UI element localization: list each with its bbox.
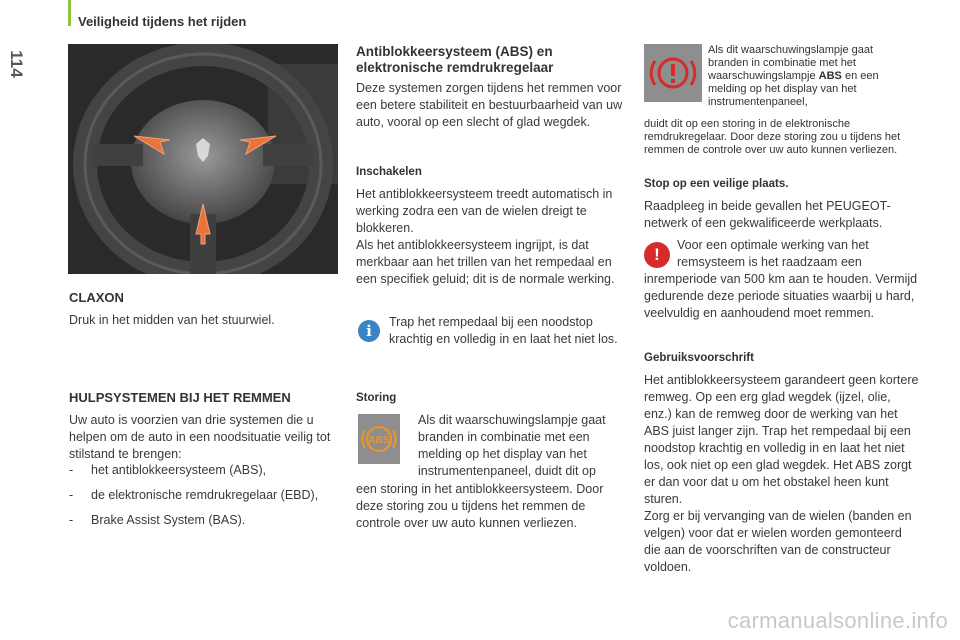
section-title: Veiligheid tijdens het rijden — [78, 14, 247, 29]
stop-safe-heading: Stop op een veilige plaats. — [644, 178, 789, 190]
list-item: - de elektronische remdrukregelaar (EBD), — [69, 488, 319, 502]
info-icon: i — [358, 320, 380, 342]
inschakelen-text-1: Het antiblokkeersysteem treedt automatisch in werking zodra een van de wielen dreigt te blokkeren. — [356, 187, 613, 235]
brake-assist-intro: Uw auto is voorzien van drie systemen die u helpen om de auto in een noodsituatie veilig tot stilstand te brengen: — [69, 413, 331, 461]
claxon-heading: CLAXON — [69, 290, 124, 305]
brake-assist-heading: HULPSYSTEMEN BIJ HET REMMEN — [69, 390, 291, 405]
storing-heading: Storing — [356, 392, 397, 404]
section-accent-bar — [68, 0, 71, 26]
storing-text-b: een storing in het antiblokkeersysteem. Door deze storing zou u tijdens het remmen de controle over uw auto kunnen verliezen. — [356, 482, 604, 530]
abs-lamp-label: ABS — [368, 435, 390, 446]
running-in-note-b: inremperiode van 500 km aan te houden. Vermijd gedurende deze periode situaties waarbij u hard, veelvuldig en aanhoudend moet remmen. — [644, 272, 918, 320]
usage-text: Het antiblokkeersysteem garandeert geen kortere remweg. Op een erg glad wegdek (ijzel, olie, enz.) kan de remweg door de werking van het ABS juist langer zijn. Trap het rempedaal bij een noodstop krachtig en volledig in en laat het niet los, ook niet op een glad wegdek. Het ABS zorgt er dan voor dat u om het obstakel heen kunt sturen. — [644, 373, 919, 506]
abs-warning-icon — [359, 419, 399, 459]
watermark: carmanualsonline.info — [727, 608, 948, 633]
running-in-note-a: Voor een optimale werking van het remsysteem is het raadzaam een — [677, 238, 869, 269]
brake-warning-text-a: Als dit waarschuwingslampje gaat branden in combinatie met het waarschuwingslampje ABS en een melding op het display van het instrumentenpaneel, — [708, 44, 879, 108]
inschakelen-heading: Inschakelen — [356, 166, 422, 178]
list-item: - het antiblokkeersysteem (ABS), — [69, 463, 267, 477]
brake-warning-text-c: duidt dit op een storing in de elektronische remdrukregelaar. Door deze storing zou u tijdens het remmen de controle over uw auto kunnen verliezen. — [644, 118, 901, 156]
list-dash: - — [69, 513, 74, 527]
list-dash: - — [69, 488, 74, 502]
brake-systems-list — [69, 462, 344, 529]
info-note: Trap het rempedaal bij een noodstop krachtig en volledig in en laat het niet los. — [389, 315, 618, 346]
abs-section-title: Antiblokkeersysteem (ABS) en elektronische remdrukregelaar — [356, 44, 554, 75]
abs-warning-lamp — [358, 414, 400, 464]
warning-icon: ! — [644, 242, 670, 268]
brake-warning-icon — [647, 47, 699, 99]
tires-text: Zorg er bij vervanging van de wielen (banden en velgen) voor dat er wielen worden gemonteerd die aan de voorschriften van de constructeur voldoen. — [644, 509, 912, 574]
page-number: 114 — [7, 50, 26, 78]
abs-intro: Deze systemen zorgen tijdens het remmen voor een betere stabiliteit en bestuurbaarheid van uw auto, vooral op een slecht of glad wegdek. — [356, 81, 623, 129]
claxon-text: Druk in het midden van het stuurwiel. — [69, 313, 275, 327]
brake-warning-lamp — [644, 44, 702, 102]
steering-wheel-photo — [68, 44, 338, 274]
list-item: - Brake Assist System (BAS). — [69, 513, 246, 527]
usage-heading: Gebruiksvoorschrift — [644, 352, 754, 364]
list-dash: - — [69, 463, 74, 477]
inschakelen-text-2: Als het antiblokkeersysteem ingrijpt, is dat merkbaar aan het trillen van het rempedaal en een specifiek geluid; dit is de normale werking. — [356, 238, 615, 286]
advice-text: Raadpleeg in beide gevallen het PEUGEOT-netwerk of een gekwalificeerde werkplaats. — [644, 199, 891, 230]
storing-text-a: Als dit waarschuwingslampje gaat branden in combinatie met een melding op het display van het instrumentenpaneel, duidt dit op — [418, 413, 606, 478]
